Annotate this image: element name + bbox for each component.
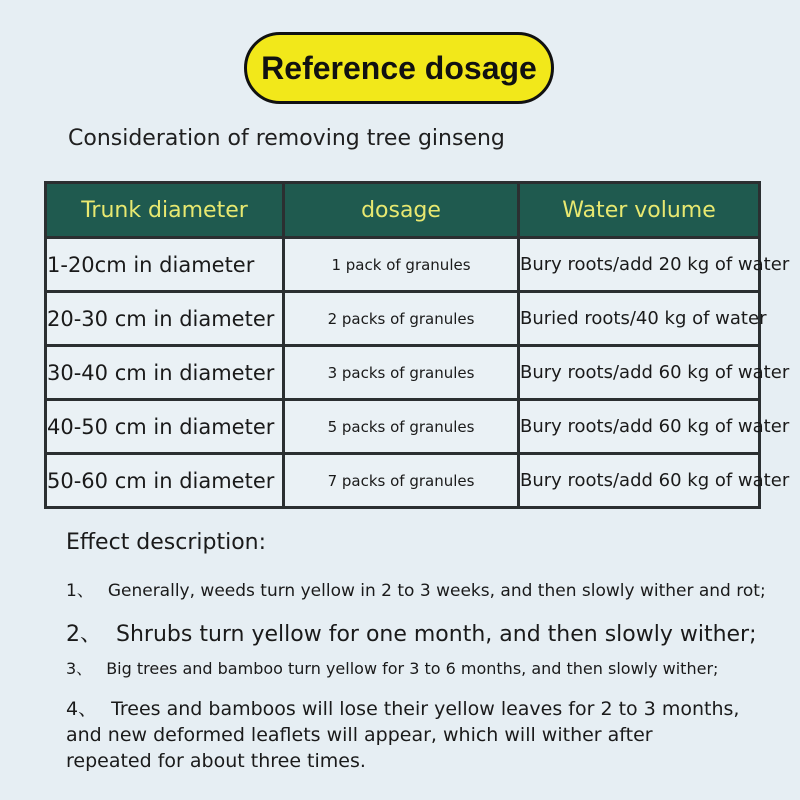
- table-row: [46, 292, 760, 346]
- table-header-row: [46, 183, 760, 238]
- effect-description-heading: Effect description:: [66, 530, 267, 555]
- effect-item-number: 4、: [66, 698, 98, 720]
- header-water-volume: Water volume: [519, 183, 760, 238]
- cell-dosage: 2 packs of granules: [284, 292, 519, 346]
- cell-water: Bury roots/add 60 kg of water: [519, 400, 760, 454]
- effect-item: [66, 656, 718, 679]
- cell-diameter: 30-40 cm in diameter: [46, 346, 284, 400]
- header-dosage: dosage: [284, 183, 519, 238]
- effect-item-text-line: and new deformed leaflets will appear, which will wither after: [66, 724, 653, 746]
- table-row: [46, 454, 760, 508]
- dosage-table: [44, 181, 790, 509]
- table-row: [46, 346, 760, 400]
- subtitle: Consideration of removing tree ginseng: [68, 126, 505, 151]
- effect-item-number: 3、: [66, 659, 93, 678]
- cell-dosage: 1 pack of granules: [284, 238, 519, 292]
- cell-water: Bury roots/add 60 kg of water: [519, 346, 760, 400]
- effect-item: [66, 696, 739, 774]
- cell-dosage: 5 packs of granules: [284, 400, 519, 454]
- effect-item-text-line: repeated for about three times.: [66, 750, 366, 772]
- effect-item-text-line: Trees and bamboos will lose their yellow leaves for 2 to 3 months,: [111, 698, 740, 720]
- cell-water: Buried roots/40 kg of water: [519, 292, 760, 346]
- effect-item: [66, 617, 757, 648]
- cell-diameter: 50-60 cm in diameter: [46, 454, 284, 508]
- effect-item: [66, 576, 766, 601]
- effect-item-number: 1、: [66, 581, 94, 601]
- effect-item-text: Shrubs turn yellow for one month, and then slowly wither;: [116, 622, 757, 647]
- cell-dosage: 3 packs of granules: [284, 346, 519, 400]
- cell-diameter: 1-20cm in diameter: [46, 238, 284, 292]
- effect-item-text: Big trees and bamboo turn yellow for 3 to 6 months, and then slowly wither;: [106, 659, 719, 678]
- cell-diameter: 20-30 cm in diameter: [46, 292, 284, 346]
- cell-dosage: 7 packs of granules: [284, 454, 519, 508]
- effect-item-number: 2、: [66, 622, 102, 647]
- cell-water: Bury roots/add 60 kg of water: [519, 454, 760, 508]
- page-title: Reference dosage: [244, 32, 554, 104]
- cell-water: Bury roots/add 20 kg of water: [519, 238, 760, 292]
- cell-diameter: 40-50 cm in diameter: [46, 400, 284, 454]
- effect-item-text: Generally, weeds turn yellow in 2 to 3 weeks, and then slowly wither and rot;: [107, 581, 766, 601]
- table-row: [46, 238, 760, 292]
- table-row: [46, 400, 760, 454]
- header-trunk-diameter: Trunk diameter: [46, 183, 284, 238]
